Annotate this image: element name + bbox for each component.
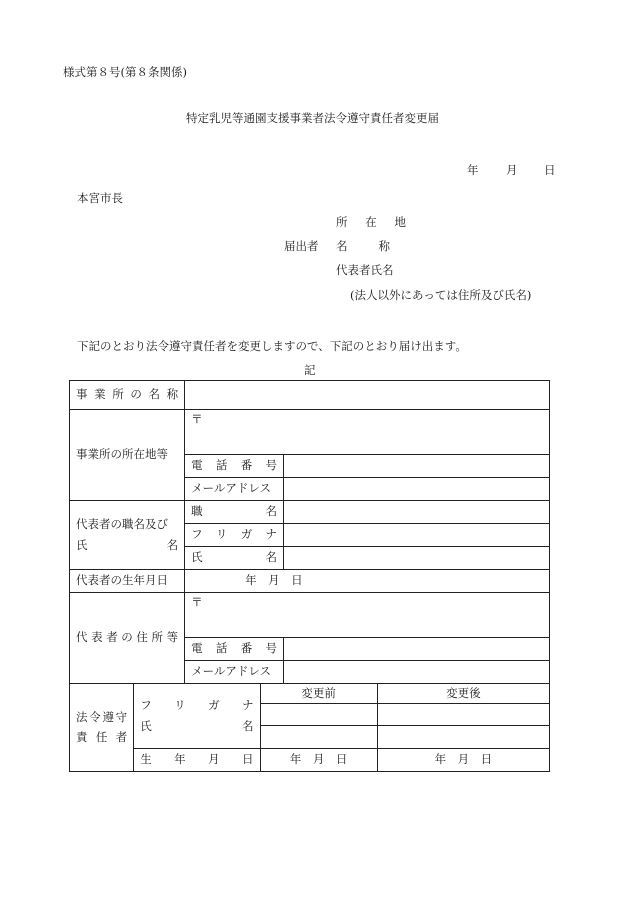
before-furigana-field[interactable] bbox=[260, 704, 377, 726]
ki-label: 記 bbox=[304, 363, 316, 377]
after-header: 変更後 bbox=[377, 684, 549, 704]
office-email-label: メールアドレス bbox=[185, 478, 284, 501]
office-name-label: 事 業 所 の 名 称 bbox=[70, 381, 185, 410]
statement: 下記のとおり法令遵守責任者を変更しますので、下記のとおり届け出ます。 bbox=[77, 339, 467, 353]
office-address-field[interactable] bbox=[185, 410, 550, 455]
after-furigana-field[interactable] bbox=[377, 704, 549, 726]
form-number: 様式第８号(第８条関係) bbox=[63, 65, 187, 79]
position-label: 職 名 bbox=[185, 501, 284, 524]
non-corp-note: (法人以外にあっては住所及び氏名) bbox=[350, 288, 532, 302]
rep-furigana-label: フ リ ガ ナ bbox=[185, 524, 284, 547]
rep-birth-label: 代表者の生年月日 bbox=[70, 570, 185, 593]
officer-label: 法 令 遵 守 責 任 者 bbox=[70, 684, 134, 772]
document-title: 特定乳児等通園支援事業者法令遵守責任者変更届 bbox=[186, 111, 439, 125]
before-birth-field[interactable]: 年 月 日 bbox=[260, 749, 377, 772]
rep-email-field[interactable] bbox=[283, 661, 549, 684]
notifier-label: 届出者 bbox=[284, 239, 319, 253]
location-label: 所 在 地 bbox=[336, 215, 406, 229]
postal-mark: 〒 bbox=[191, 412, 203, 426]
officer-name-labels: フ リ ガ ナ 氏 名 bbox=[134, 684, 260, 749]
rep-name-cell-label: 氏 名 bbox=[185, 547, 284, 570]
row-office-address bbox=[70, 410, 550, 455]
row-officer-birth bbox=[70, 749, 550, 772]
row-officer-header bbox=[70, 684, 550, 704]
after-name-field[interactable] bbox=[377, 726, 549, 749]
date-month: 月 bbox=[506, 163, 518, 177]
before-name-field[interactable] bbox=[260, 726, 377, 749]
officer-birth-label: 生 年 月 日 bbox=[134, 749, 260, 772]
date-year: 年 bbox=[467, 163, 479, 177]
row-rep-birth bbox=[70, 570, 550, 593]
date-day: 日 bbox=[544, 163, 556, 177]
rep-phone-field[interactable] bbox=[283, 638, 549, 661]
row-office-name bbox=[70, 381, 550, 410]
after-birth-field[interactable]: 年 月 日 bbox=[377, 749, 549, 772]
position-field[interactable] bbox=[283, 501, 549, 524]
rep-name-label: 代表者氏名 bbox=[336, 263, 394, 277]
rep-name-field[interactable] bbox=[283, 547, 549, 570]
rep-furigana-field[interactable] bbox=[283, 524, 549, 547]
name-label: 名 称 bbox=[336, 239, 390, 253]
postal-mark: 〒 bbox=[191, 595, 203, 609]
addressee: 本宮市長 bbox=[77, 191, 123, 205]
rep-address-field[interactable] bbox=[185, 593, 550, 638]
rep-birth-field[interactable]: 年 月 日 bbox=[185, 570, 550, 593]
office-name-field[interactable] bbox=[185, 381, 550, 410]
rep-address-label: 代 表 者 の 住 所 等 bbox=[70, 593, 185, 684]
rep-title-label: 代表者の職名及び 氏 名 bbox=[70, 501, 185, 570]
form-table bbox=[69, 380, 550, 772]
rep-email-label: メールアドレス bbox=[185, 661, 284, 684]
office-phone-label: 電 話 番 号 bbox=[185, 455, 284, 478]
row-rep-address bbox=[70, 593, 550, 638]
before-header: 変更前 bbox=[260, 684, 377, 704]
rep-phone-label: 電 話 番 号 bbox=[185, 638, 284, 661]
row-rep-position bbox=[70, 501, 550, 524]
office-address-label: 事業所の所在地等 bbox=[70, 410, 185, 501]
office-phone-field[interactable] bbox=[283, 455, 549, 478]
office-email-field[interactable] bbox=[283, 478, 549, 501]
